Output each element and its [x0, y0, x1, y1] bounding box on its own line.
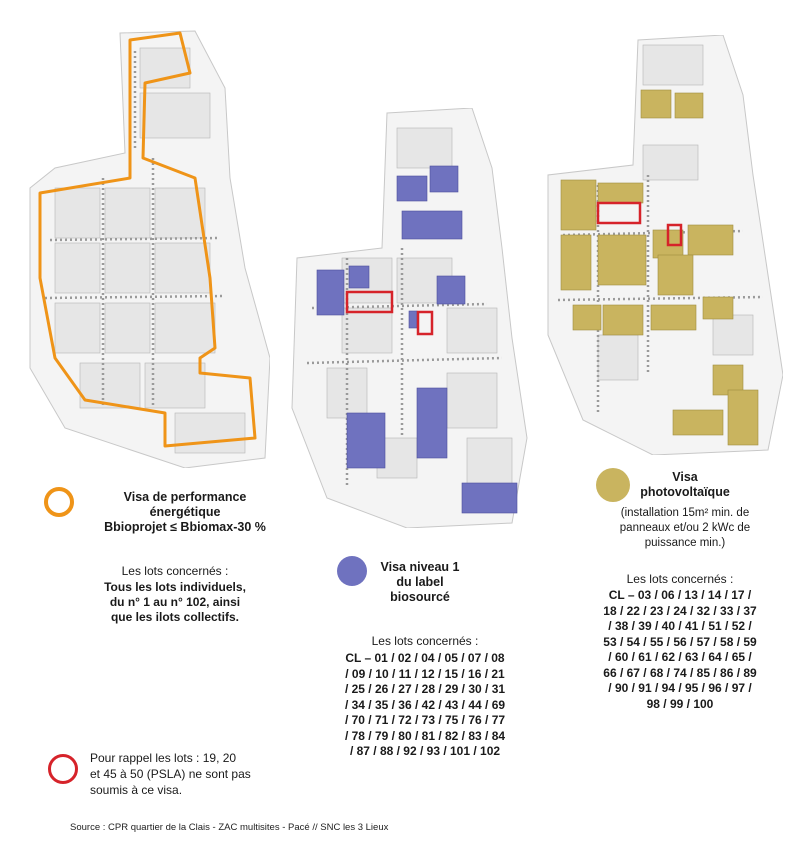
map-photovoltaic [543, 35, 783, 455]
biosource-lots-intro: Les lots concernés : [371, 634, 479, 648]
energy-lots-list [65, 580, 285, 625]
map-energy [25, 28, 270, 468]
biosource-lots-list [318, 651, 532, 760]
energy-lots-intro: Les lots concernés : [121, 564, 229, 578]
biosource-lots-line: / 78 / 79 / 80 / 81 / 82 / 83 / 84 [344, 728, 506, 743]
energy-visa-title [90, 490, 280, 535]
energy-lots-line1: Tous les lots individuels, [104, 580, 246, 594]
pv-detail [595, 506, 775, 551]
pv-detail-line2: panneaux et/ou 2 kWc de [619, 522, 751, 534]
orange-legend-circle [44, 487, 74, 517]
biosource-title-line2: du label [396, 575, 444, 589]
energy-lots-line3: que les ilots collectifs. [110, 610, 240, 624]
psla-reminder [90, 750, 290, 798]
energy-title-line2: énergétique [149, 505, 221, 519]
yellow-legend-circle [596, 468, 630, 502]
reminder-line1: Pour rappel les lots : 19, 20 [90, 751, 237, 765]
red-legend-circle [48, 754, 78, 784]
biosource-visa-title [370, 560, 470, 605]
site-plan-photovoltaic [543, 35, 783, 455]
pv-lots-line: 98 / 99 / 100 [646, 696, 714, 711]
pv-title-line2: photovoltaïque [640, 485, 730, 499]
biosource-lots-line: / 25 / 26 / 27 / 28 / 29 / 30 / 31 [344, 682, 506, 696]
biosource-lots-line: / 34 / 35 / 36 / 42 / 43 / 44 / 69 [344, 697, 506, 712]
pv-lots-line: / 60 / 61 / 62 / 63 / 64 / 65 / [608, 650, 752, 664]
energy-lots-line2: du n° 1 au n° 102, ainsi [109, 595, 241, 609]
pv-lots-intro: Les lots concernés : [626, 572, 734, 586]
map-biosource [287, 108, 532, 528]
source-caption: Source : CPR quartier de la Clais - ZAC multisites - Pacé // SNC les 3 Lieux [70, 822, 389, 833]
energy-title-line3: Bbioprojet ≤ Bbiomax-30 % [104, 520, 266, 534]
pv-lots-line: 53 / 54 / 55 / 56 / 57 / 58 / 59 [603, 634, 757, 649]
pv-visa-title [630, 470, 740, 500]
site-plan-energy [25, 28, 270, 468]
pv-detail-line1: (installation 15m² min. de [620, 507, 750, 519]
pv-lots-list [578, 588, 782, 712]
pv-lots-line: / 38 / 39 / 40 / 41 / 51 / 52 / [608, 619, 752, 633]
pv-lots-line: 18 / 22 / 23 / 24 / 32 / 33 / 37 [603, 603, 757, 618]
pv-lots-line: CL – 03 / 06 / 13 / 14 / 17 / [608, 588, 752, 602]
biosource-lots-line: / 70 / 71 / 72 / 73 / 75 / 76 / 77 [344, 713, 506, 727]
pv-title-line1: Visa [672, 470, 698, 484]
biosource-lots-line: / 87 / 88 / 92 / 93 / 101 / 102 [349, 744, 501, 758]
reminder-line3: soumis à ce visa. [90, 783, 183, 797]
biosource-lots-line: / 09 / 10 / 11 / 12 / 15 / 16 / 21 [345, 666, 505, 681]
biosource-lots-line: CL – 01 / 02 / 04 / 05 / 07 / 08 [345, 651, 505, 665]
pv-detail-line3: puissance min.) [644, 537, 726, 549]
biosource-title-line3: biosourcé [390, 590, 450, 604]
energy-title-line1: Visa de performance [123, 490, 247, 504]
pv-lots-line: / 90 / 91 / 94 / 95 / 96 / 97 / [608, 681, 752, 695]
reminder-line2: et 45 à 50 (PSLA) ne sont pas [90, 767, 251, 781]
pv-lots-line: 66 / 67 / 68 / 74 / 85 / 86 / 89 [603, 665, 757, 680]
biosource-title-line1: Visa niveau 1 [380, 560, 460, 574]
site-plan-biosource [287, 108, 532, 528]
blue-legend-circle [337, 556, 367, 586]
